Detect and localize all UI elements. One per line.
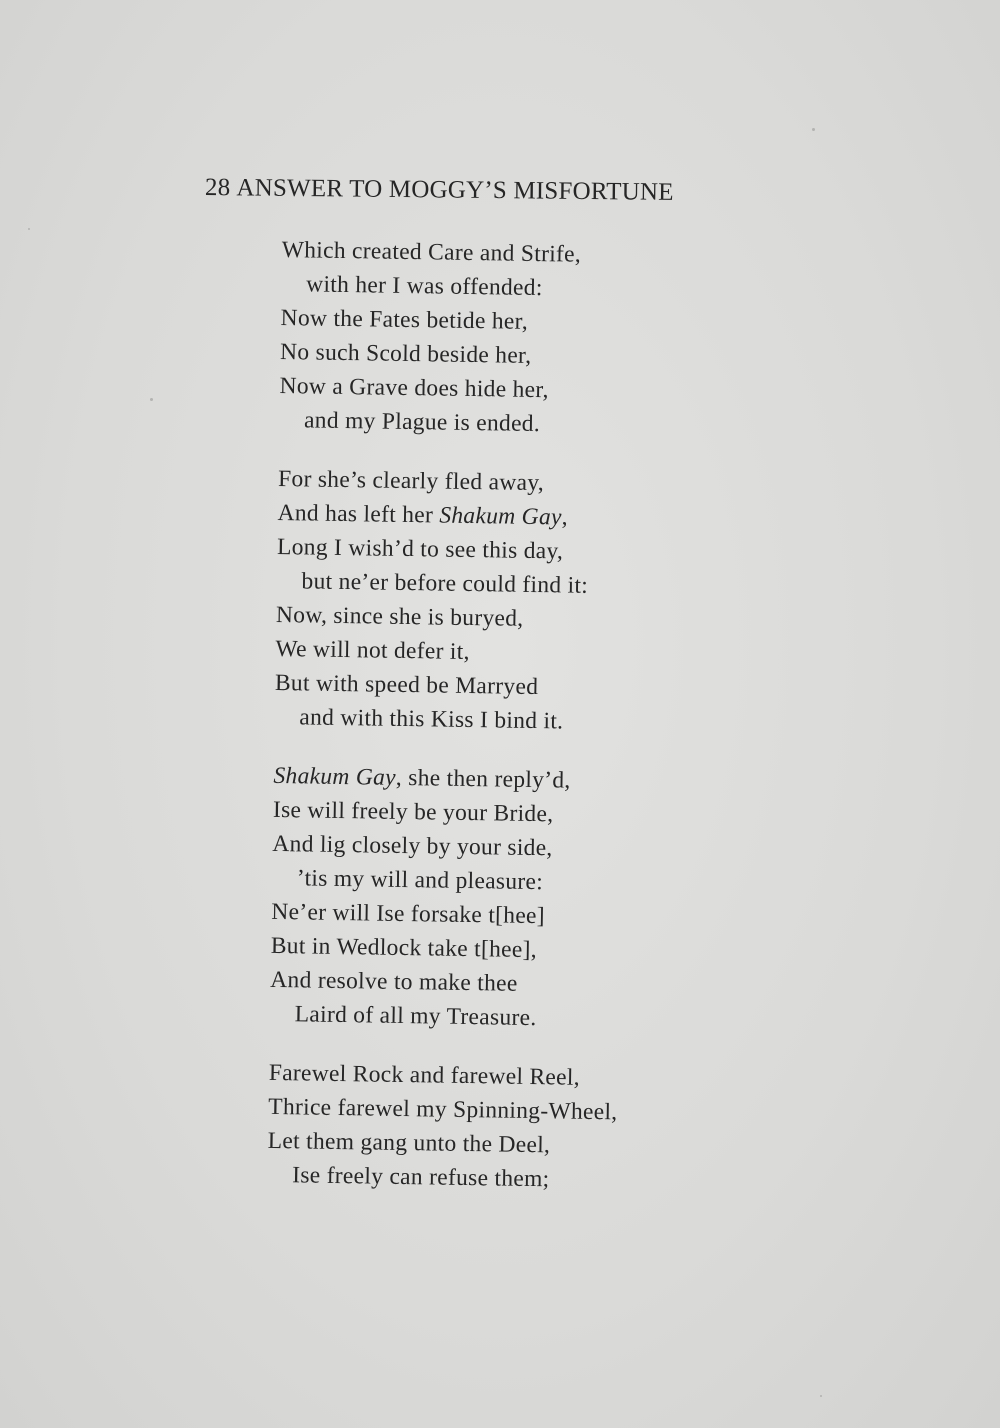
poem-line: and my Plague is ended. bbox=[303, 407, 541, 438]
poem-line: Which created Care and Strife, bbox=[281, 236, 582, 268]
running-title: ANSWER TO MOGGY’S MISFORTUNE bbox=[236, 174, 674, 206]
stanza bbox=[267, 1056, 749, 1200]
poem-line: But in Wedlock take t[hee], bbox=[270, 932, 538, 964]
line-text: And has left her bbox=[277, 499, 440, 529]
poem-line: ’tis my will and pleasure: bbox=[296, 865, 544, 896]
poem-line: Ise will freely be your Bride, bbox=[272, 796, 554, 828]
poem-line: Laird of all my Treasure. bbox=[294, 1001, 537, 1032]
italic-name: Shakum Gay bbox=[439, 502, 562, 531]
poem-body bbox=[267, 233, 762, 1224]
poem-line: Let them gang unto the Deel, bbox=[267, 1127, 551, 1159]
poem-line: Now the Fates betide her, bbox=[280, 304, 529, 335]
running-head bbox=[205, 174, 765, 208]
stanza bbox=[269, 759, 753, 1039]
italic-name: Shakum Gay bbox=[273, 762, 397, 791]
poem-line: We will not defer it, bbox=[275, 635, 470, 665]
paper-speck bbox=[812, 128, 815, 131]
stanza bbox=[279, 233, 762, 445]
poem-line: Farewel Rock and farewel Reel, bbox=[268, 1059, 581, 1091]
paper-speck bbox=[28, 228, 30, 230]
page-number: 28 bbox=[204, 174, 231, 202]
poem-line: Long I wish’d to see this day, bbox=[276, 533, 564, 565]
poem-line: with her I was offended: bbox=[305, 271, 543, 302]
poem-line: Thrice farewel my Spinning-Wheel, bbox=[268, 1093, 618, 1126]
poem-line: but ne’er before could find it: bbox=[301, 568, 589, 599]
poem-line: Now, since she is buryed, bbox=[275, 601, 524, 632]
poem-line: But with speed be Marryed bbox=[274, 669, 539, 701]
stanza bbox=[274, 462, 758, 742]
line-text: , bbox=[561, 504, 569, 531]
paper-speck bbox=[150, 398, 153, 401]
poem-line: and with this Kiss I bind it. bbox=[299, 704, 564, 735]
poem-line: Now a Grave does hide her, bbox=[279, 372, 549, 404]
poem-line: And lig closely by your side, bbox=[272, 830, 553, 862]
poem-line: No such Scold beside her, bbox=[279, 338, 532, 369]
poem-line: And resolve to make thee bbox=[270, 966, 518, 997]
line-text: , she then reply’d, bbox=[395, 764, 571, 794]
paper-speck bbox=[820, 1395, 822, 1397]
poem-line: For she’s clearly fled away, bbox=[277, 465, 545, 497]
poem-line: Ise freely can refuse them; bbox=[291, 1162, 550, 1193]
poem-line: Ne’er will Ise forsake t[hee] bbox=[271, 898, 546, 930]
